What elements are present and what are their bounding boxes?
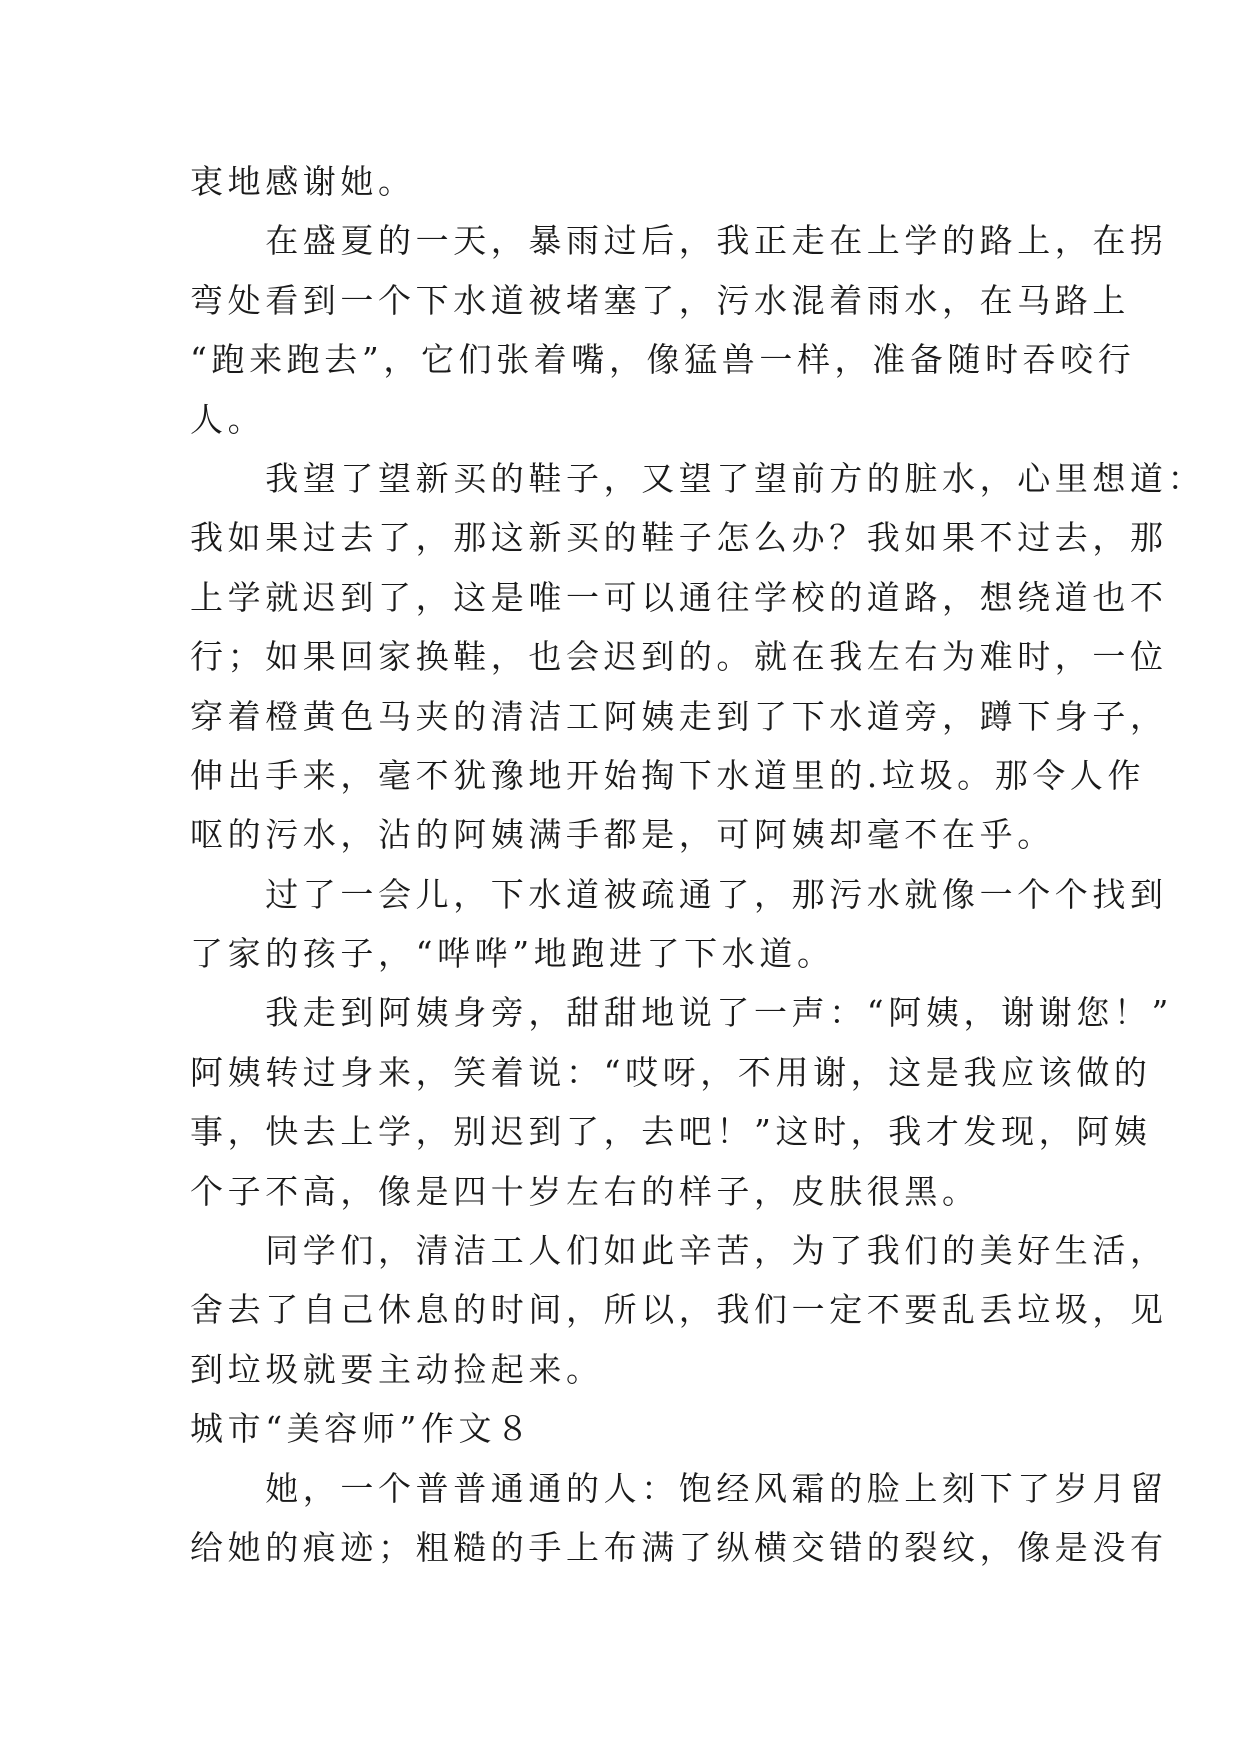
text-line: 伸出手来，毫不犹豫地开始掏下水道里的.垃圾。那令人作 — [190, 755, 1146, 795]
text-line: 阿姨转过身来，笑着说：“哎呀，不用谢，这是我应该做的 — [190, 1052, 1152, 1092]
text-line: 我走到阿姨身旁，甜甜地说了一声：“阿姨，谢谢您！” — [190, 993, 1173, 1033]
text-line: 穿着橙黄色马夹的清洁工阿姨走到了下水道旁，蹲下身子， — [190, 696, 1168, 736]
text-line: 上学就迟到了，这是唯一可以通往学校的道路，想绕道也不 — [190, 577, 1168, 617]
text-line: 我望了望新买的鞋子，又望了望前方的脏水，心里想道： — [190, 458, 1206, 498]
text-line: “跑来跑去”，它们张着嘴，像猛兽一样，准备随时吞咬行 — [190, 340, 1136, 380]
text-line: 呕的污水，沾的阿姨满手都是，可阿姨却毫不在乎。 — [190, 815, 1055, 855]
text-line: 给她的痕迹；粗糙的手上布满了纵横交错的裂纹，像是没有 — [190, 1527, 1168, 1567]
text-line: 事，快去上学，别迟到了，去吧！”这时，我才发现，阿姨 — [190, 1112, 1152, 1152]
text-line: 在盛夏的一天，暴雨过后，我正走在上学的路上，在拐 — [190, 221, 1168, 261]
text-line: 人。 — [190, 399, 266, 439]
text-line: 弯处看到一个下水道被堵塞了，污水混着雨水，在马路上 — [190, 280, 1130, 320]
text-line: 行；如果回家换鞋，也会迟到的。就在我左右为难时，一位 — [190, 637, 1168, 677]
text-line: 同学们，清洁工人们如此辛苦，为了我们的美好生活， — [190, 1231, 1168, 1271]
text-line: 个子不高，像是四十岁左右的样子，皮肤很黑。 — [190, 1171, 980, 1211]
section-heading: 城市“美容师”作文８ — [190, 1409, 534, 1449]
text-line: 衷地感谢她。 — [190, 162, 416, 201]
text-line: 过了一会儿，下水道被疏通了，那污水就像一个个找到 — [190, 874, 1168, 914]
text-line: 舍去了自己休息的时间，所以，我们一定不要乱丢垃圾，见 — [190, 1290, 1168, 1330]
text-line: 我如果过去了，那这新买的鞋子怎么办？我如果不过去，那 — [190, 518, 1168, 558]
text-line: 她，一个普普通通的人：饱经风霜的脸上刻下了岁月留 — [190, 1468, 1168, 1508]
document-body — [190, 152, 1206, 1577]
text-line: 了家的孩子，“哗哗”地跑进了下水道。 — [190, 934, 835, 974]
text-line: 到垃圾就要主动捡起来。 — [190, 1349, 604, 1389]
